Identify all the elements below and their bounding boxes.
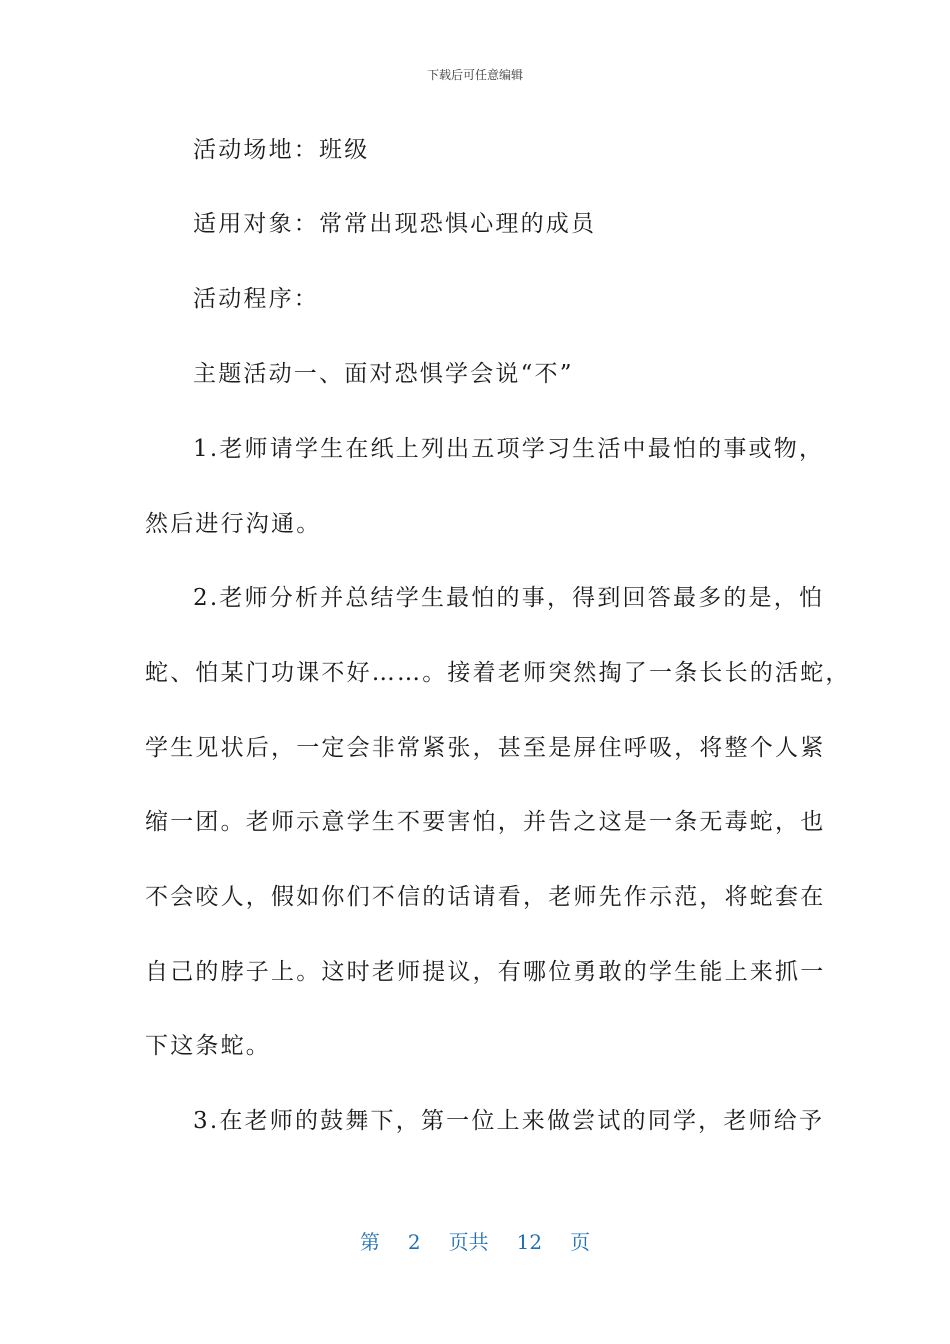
- footer-page-number: 2: [407, 1230, 421, 1254]
- paragraph-line: 蛇、怕某门功课不好……。接着老师突然掏了一条长长的活蛇，: [145, 660, 851, 686]
- page-header: 下载后可任意编辑: [426, 68, 523, 82]
- paragraph-line: 自己的脖子上。这时老师提议，有哪位勇敢的学生能上来抓一: [145, 959, 826, 985]
- page-footer: [0, 1226, 950, 1255]
- paragraph-line: 学生见状后，一定会非常紧张，甚至是屏住呼吸，将整个人紧: [145, 735, 826, 761]
- paragraph-line: 活动程序：: [193, 286, 319, 312]
- footer-total-pages: 12: [516, 1230, 543, 1254]
- footer-prefix: 第: [359, 1230, 380, 1254]
- paragraph-line: 下这条蛇。: [145, 1033, 271, 1059]
- footer-suffix: 页: [570, 1230, 591, 1254]
- paragraph-line: 缩一团。老师示意学生不要害怕，并告之这是一条无毒蛇，也: [145, 809, 826, 835]
- paragraph-line: 适用对象：常常出现恐惧心理的成员: [193, 211, 597, 237]
- footer-middle: 页共: [448, 1230, 489, 1254]
- paragraph-line: 不会咬人，假如你们不信的话请看，老师先作示范，将蛇套在: [145, 884, 826, 910]
- section-heading: 主题活动一、面对恐惧学会说“不”: [193, 361, 574, 387]
- paragraph-line: 1.老师请学生在纸上列出五项学习生活中最怕的事或物，: [193, 436, 825, 462]
- paragraph-line: 然后进行沟通。: [145, 511, 322, 537]
- paragraph-line: 3.在老师的鼓舞下，第一位上来做尝试的同学，老师给予: [193, 1108, 825, 1134]
- paragraph-line: 2.老师分析并总结学生最怕的事，得到回答最多的是，怕: [193, 585, 825, 611]
- paragraph-line: 活动场地：班级: [193, 137, 370, 163]
